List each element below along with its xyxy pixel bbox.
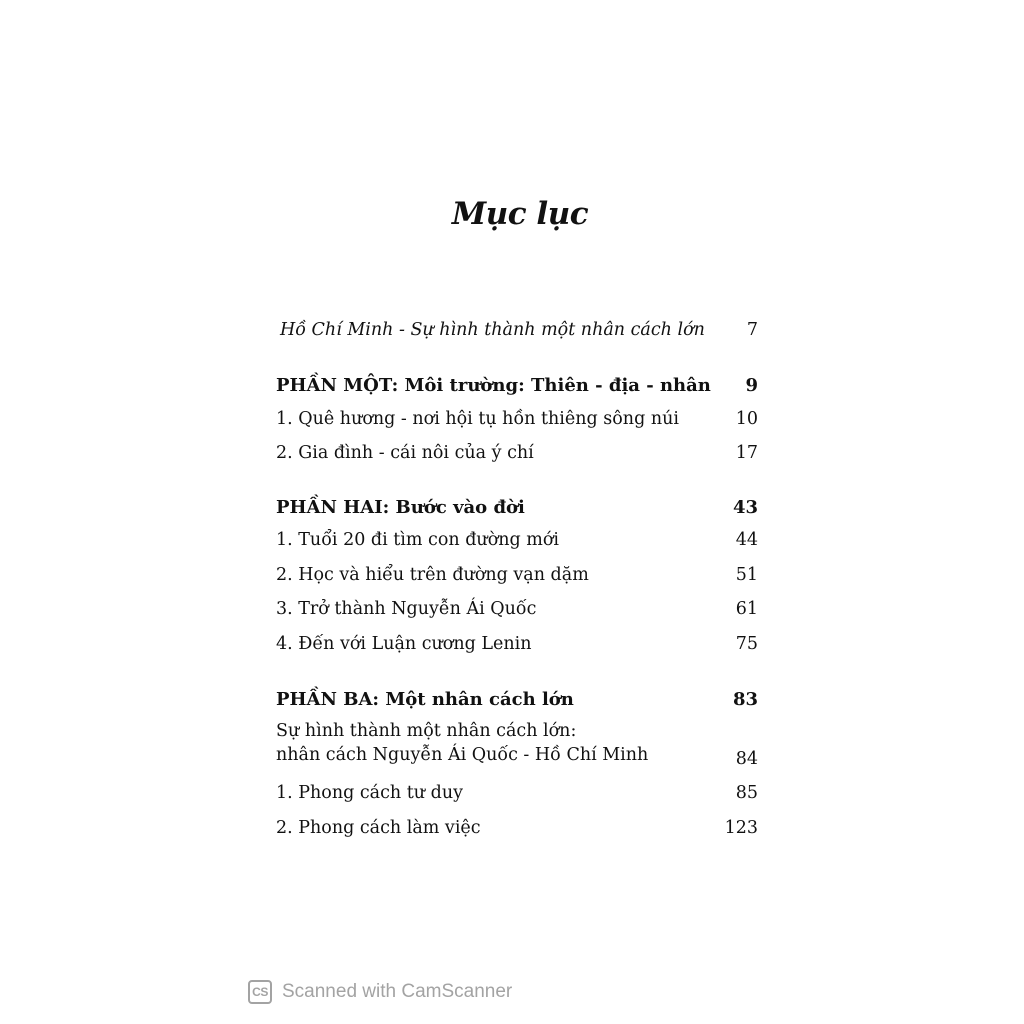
part-title: PHẦN BA: Một nhân cách lớn	[276, 689, 574, 710]
entry-title: 2. Gia đình - cái nôi của ý chí	[276, 443, 534, 463]
entry-title: Hồ Chí Minh - Sự hình thành một nhân cách lớn	[280, 320, 705, 340]
part-page-number: 9	[745, 375, 758, 396]
entry-page-number: 17	[735, 443, 758, 463]
entry-page-number: 75	[735, 634, 758, 654]
part-title: PHẦN MỘT: Môi trường: Thiên - địa - nhân	[276, 375, 711, 396]
entry-title: 2. Học và hiểu trên đường vạn dặm	[276, 565, 589, 585]
entry-title: 3. Trở thành Nguyễn Ái Quốc	[276, 599, 537, 619]
entry-page-number: 84	[735, 749, 758, 769]
watermark-text: Scanned with CamScanner	[282, 981, 513, 1002]
entry-title: 1. Tuổi 20 đi tìm con đường mới	[276, 530, 559, 550]
entry-title: 1. Phong cách tư duy	[276, 783, 463, 803]
entry-title: 2. Phong cách làm việc	[276, 818, 481, 838]
entry-page-number: 10	[735, 409, 758, 429]
entry-page-number: 85	[735, 783, 758, 803]
part-page-number: 83	[732, 689, 758, 710]
entry-page-number: 7	[746, 320, 758, 340]
entry-page-number: 51	[735, 565, 758, 585]
part-page-number: 43	[732, 497, 758, 518]
entry-page-number: 61	[735, 599, 758, 619]
camscanner-watermark	[248, 978, 512, 1006]
entry-title	[276, 719, 648, 767]
toc-entry[interactable]	[276, 719, 758, 767]
entry-page-number: 123	[724, 818, 758, 838]
camscanner-logo-icon: CS	[248, 980, 272, 1004]
page-title: Mục lục	[451, 196, 589, 232]
entry-title-line-1: Sự hình thành một nhân cách lớn:	[276, 721, 577, 741]
entry-title-line-2: nhân cách Nguyễn Ái Quốc - Hồ Chí Minh	[276, 745, 649, 765]
entry-title: 1. Quê hương - nơi hội tụ hồn thiêng sông núi	[276, 409, 679, 429]
entry-title: 4. Đến với Luận cương Lenin	[276, 634, 532, 654]
part-title: PHẦN HAI: Bước vào đời	[276, 497, 525, 518]
entry-page-number: 44	[735, 530, 758, 550]
